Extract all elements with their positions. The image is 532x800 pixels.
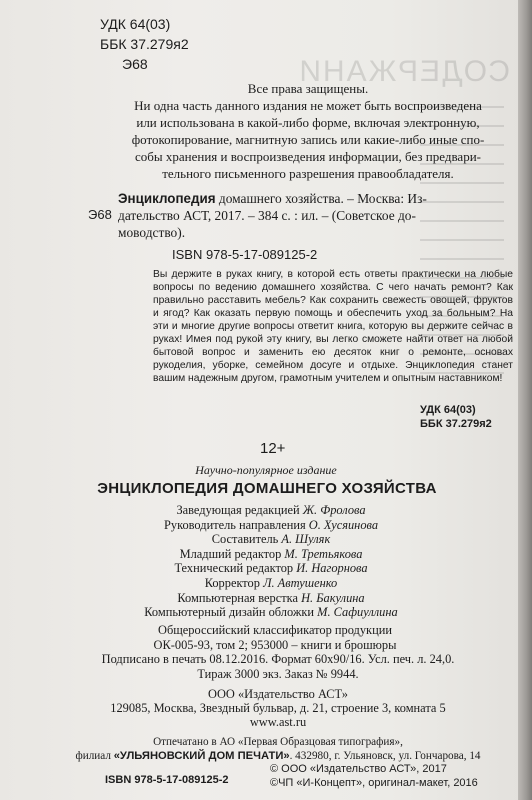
bbk-code: ББК 37.279я2: [100, 36, 189, 52]
book-edge: [518, 0, 532, 800]
copyright-line: © ООО «Издательство АСТ», 2017: [270, 763, 447, 775]
facing-page-heading: СОДЕРЖАНИ: [297, 55, 510, 88]
credit-name: Л. Автушенко: [263, 575, 338, 590]
rights-title: Все права защищены.: [247, 81, 369, 96]
print-info: [0, 652, 520, 682]
annotation: Вы держите в руках книгу, в которой есть ответы практически на любые вопросы по ведению домашнего хозяйства. С чего начать ремонт? Как правильно расставить мебель? Как сохранить свежесть овощей, фруктов и ягод? Как оказать первую помощь и обеспечить уход за больным? На эти и многие другие вопросы ответит книга, которую вы держите сейчас в руках! Имея под рукой эту книгу, вы легко сможете найти ответ на любой бытовой вопрос и заменить ею десяток книг о ремонте, основах рукоделия, уборке, семейном досуге и отдыхе. Энциклопедия станет вашим надежным другом, грамотным учителем и опытным наставником!: [153, 269, 513, 384]
catalog-line: моводство).: [118, 225, 186, 240]
rights-line: или использована в какой-либо форме, включая электронную,: [136, 115, 480, 130]
catalog-title: Энциклопедия: [118, 191, 216, 206]
publisher-name: ООО «Издательство АСТ»: [208, 687, 348, 701]
bbk-code: ББК 37.279я2: [420, 418, 492, 430]
credit-role: Компьютерный дизайн обложки: [144, 605, 318, 620]
printed-branch: «УЛЬЯНОВСКИЙ ДОМ ПЕЧАТИ»: [113, 750, 290, 762]
credit-name: И. Нагорнова: [296, 561, 368, 576]
printing-house: [0, 735, 520, 763]
credit-name: М. Сафиуллина: [317, 605, 398, 620]
credits-list: [0, 503, 520, 620]
rights-line: фотокопирование, магнитную запись или какие-либо иные спо-: [131, 132, 485, 147]
printed-line: [36, 749, 520, 763]
credit-role: Заведующая редакцией: [176, 503, 303, 517]
credit-role: Младший редактор: [179, 546, 285, 561]
catalog-text: домашнего хозяйства. – Москва: Из-: [215, 191, 427, 206]
credit-name: Ж. Фролова: [302, 503, 366, 517]
classifier-line: ОК-005-93, том 2; 953000 – книги и брошюры: [153, 638, 397, 652]
copyright-line: ©ЧП «И-Концепт», оригинал-макет, 2016: [270, 777, 478, 789]
credit-role: Компьютерная верстка: [177, 590, 302, 605]
credit-role: Руководитель направления: [163, 517, 309, 532]
udk-code: УДК 64(03): [100, 16, 171, 32]
footer-isbn: ISBN 978-5-17-089125-2: [105, 774, 229, 786]
credit-line: [22, 518, 520, 533]
credit-line: [22, 605, 520, 620]
credit-role: Корректор: [204, 575, 264, 590]
publisher-address: 129085, Москва, Звездный бульвар, д. 21, строение 3, комната 5: [110, 701, 446, 715]
credit-role: Технический редактор: [174, 561, 297, 576]
rights-line: собы хранения и воспроизведения информации, без предвари-: [135, 149, 481, 164]
printed-address: . 432980, г. Ульяновск, ул. Гончарова, 14: [289, 750, 481, 762]
credit-role: Составитель: [211, 532, 282, 547]
credit-name: Н. Бакулина: [301, 590, 365, 605]
catalog-author-mark: Э68: [88, 207, 112, 222]
printed-prefix: филиал: [75, 750, 114, 762]
print-info-line: Подписано в печать 08.12.2016. Формат 60х90/16. Усл. печ. л. 24,0.: [101, 652, 455, 666]
credit-name: А. Шуляк: [281, 532, 331, 547]
book-title: ЭНЦИКЛОПЕДИЯ ДОМАШНЕГО ХОЗЯЙСТВА: [97, 480, 437, 497]
rights-line: тельного письменного разрешения правообладателя.: [162, 166, 454, 181]
author-mark: Э68: [122, 56, 148, 72]
udk-block-right: [420, 403, 492, 431]
product-classifier: [0, 623, 520, 653]
rights-notice: [118, 80, 498, 182]
credit-line: [22, 547, 520, 562]
ghost-line: [420, 182, 504, 184]
credit-line: [22, 532, 520, 547]
catalog-record: [118, 190, 510, 241]
printed-line: Отпечатано в АО «Первая Образцовая типография»,: [153, 736, 403, 748]
udk-code: УДК 64(03): [420, 404, 476, 416]
credit-line: [22, 561, 520, 576]
credit-line: [22, 576, 520, 591]
catalog-isbn: ISBN 978-5-17-089125-2: [172, 247, 318, 262]
age-rating: 12+: [260, 440, 286, 457]
credit-line: [22, 503, 520, 518]
publisher-site: www.ast.ru: [249, 715, 307, 729]
edition-type: Научно-популярное издание: [195, 463, 337, 477]
catalog-line: [118, 190, 510, 207]
udk-block-top: [100, 14, 189, 74]
classifier-line: Общероссийский классификатор продукции: [158, 623, 392, 637]
rights-line: Ни одна часть данного издания не может быть воспроизведена: [134, 98, 482, 113]
publisher-info: [0, 687, 520, 729]
credit-line: [22, 591, 520, 606]
copyright-block: [270, 762, 478, 790]
catalog-line: дательство АСТ, 2017. – 384 с. : ил. – (Советское до-: [118, 208, 416, 223]
credit-name: М. Третьякова: [284, 546, 363, 561]
print-info-line: Тираж 3000 экз. Заказ № 9944.: [197, 667, 359, 681]
credit-name: О. Хусяинова: [308, 517, 379, 532]
ghost-line: [420, 258, 504, 260]
